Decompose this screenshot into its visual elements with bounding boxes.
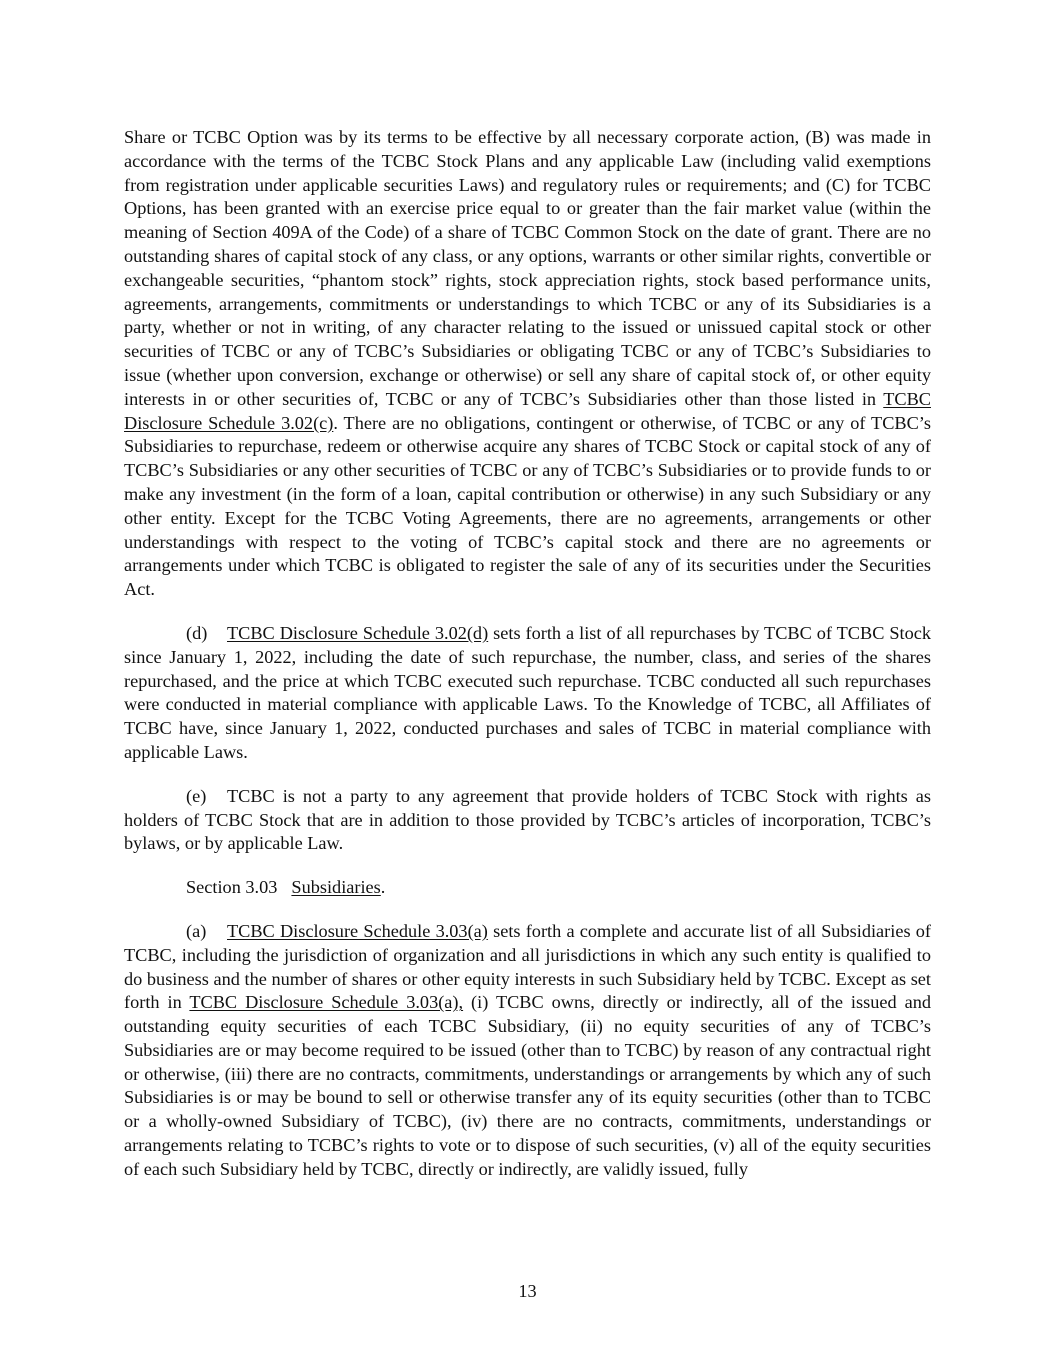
paragraph-text: (i) TCBC owns, directly or indirectly, all of the issued and outstanding equity securities of each TCBC Subsidiary, (ii) no equity securities of any of TCBC’s Subsidiaries are or may become required to be issued (other than to TCBC) by reason of any contractual right or otherwise, (iii) there are no contracts, commitments, understandings or arrangements by which any of such Subsidiaries is or may be bound to sell or otherwise transfer any of its equity securities (other than to TCBC or a wholly-owned Subsidiary of TCBC), (iv) there are no contracts, commitments, understandings or arrangements relating to TCBC’s rights to vote or to dispose of such securities, (v) all of the equity securities of each such Subsidiary held by TCBC, directly or indirectly, are validly issued, fully — [124, 992, 931, 1179]
schedule-reference: TCBC Disclosure Schedule 3.03(a), — [189, 992, 464, 1013]
paragraph-text: . There are no obligations, contingent or otherwise, of TCBC or any of TCBC’s Subsidiaries to repurchase, redeem or otherwise acquire any shares of TCBC Stock or capital stock of any of TCBC’s Subsidiaries or any other securities of TCBC or any of TCBC’s Subsidiaries or to provide funds to or make any investment (in the form of a loan, capital contribution or otherwise) in any such Subsidiary or any other entity. Except for the TCBC Voting Agreements, there are no agreements, arrangements or other understandings with respect to the voting of TCBC’s capital stock and there are no agreements or arrangements under which TCBC is obligated to register the sale of any of its securities under the Securities Act. — [124, 412, 931, 600]
paragraph-e — [124, 785, 931, 856]
clause-label: (d) — [186, 622, 208, 643]
paragraph-text: sets forth a list of all repurchases by TCBC of TCBC Stock since January 1, 2022, including the date of such repurchase, the number, class, and series of the shares repurchased, and the price at which TCBC executed such repurchase. TCBC conducted all such repurchases were conducted in material compliance with applicable Laws. To the Knowledge of TCBC, all Affiliates of TCBC have, since January 1, 2022, conducted purchases and sales of TCBC in material compliance with applicable Laws. — [124, 622, 931, 762]
clause-label: (e) — [186, 785, 207, 806]
paragraph-text: Share or TCBC Option was by its terms to be effective by all necessary corporate action, (B) was made in accordance with the terms of the TCBC Stock Plans and any applicable Law (including valid exemptions from registration under applicable securities Laws) and regulatory rules or requirements; and (C) for TCBC Options, has been granted with an exercise price equal to or greater than the fair market value (within the meaning of Section 409A of the Code) of a share of TCBC Common Stock on the date of grant. There are no outstanding shares of capital stock of any class, or any options, warrants or other similar rights, convertible or exchangeable securities, “phantom stock” rights, stock appreciation rights, stock based performance units, agreements, arrangements, commitments or understandings to which TCBC or any of its Subsidiaries is a party, whether or not in writing, of any character relating to the issued or unissued capital stock or other securities of TCBC or any of TCBC’s Subsidiaries or obligating TCBC or any of TCBC’s Subsidiaries to issue (whether upon conversion, exchange or otherwise) or sell any share of capital stock of, or other equity interests in or other securities of, TCBC or any of TCBC’s Subsidiaries other than those listed in — [124, 127, 931, 409]
section-number: Section 3.03 — [186, 877, 278, 898]
paragraph-a — [124, 920, 931, 1182]
section-title: Subsidiaries — [291, 877, 381, 898]
schedule-reference: TCBC Disclosure Schedule 3.02(c) — [124, 388, 931, 433]
document-page-body — [124, 126, 931, 1202]
paragraph-c-continued — [124, 126, 931, 602]
schedule-reference: TCBC Disclosure Schedule 3.03(a) — [227, 920, 488, 941]
paragraph-text: TCBC is not a party to any agreement that provide holders of TCBC Stock with rights as holders of TCBC Stock that are in addition to those provided by TCBC’s articles of incorporation, TCBC’s bylaws, or by applicable Law. — [124, 785, 931, 854]
paragraph-text: sets forth a complete and accurate list of all Subsidiaries of TCBC, including the jurisdiction of organization and all jurisdictions in which any such entity is qualified to do business and the number of shares or other equity interests in such Subsidiary held by TCBC. Except as set forth in — [124, 920, 932, 1013]
paragraph-d — [124, 622, 931, 765]
section-heading — [124, 876, 931, 900]
page-number: 13 — [518, 1281, 537, 1301]
clause-label: (a) — [186, 920, 207, 941]
section-title-period: . — [380, 877, 386, 898]
schedule-reference: TCBC Disclosure Schedule 3.02(d) — [227, 622, 489, 643]
